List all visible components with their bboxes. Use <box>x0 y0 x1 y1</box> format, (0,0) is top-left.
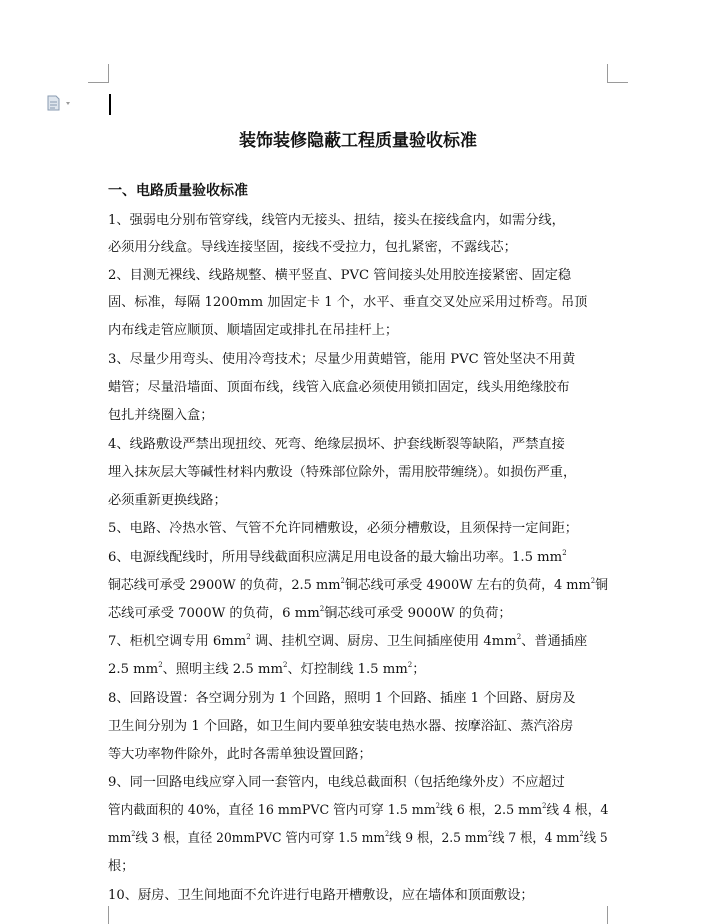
paragraph-line: 3、尽量少用弯头、使用冷弯技术；尽量少用黄蜡管，能用 PVC 管处坚决不用黄 <box>108 352 576 367</box>
crop-mark-top-left <box>88 82 109 83</box>
crop-mark-top-right <box>607 82 628 83</box>
document-title: 装饰装修隐蔽工程质量验收标准 <box>239 131 477 151</box>
paragraph-line: $mm^2$线 3 根，直径 20mmPVC 管内可穿 1.5 $mm^2$线 9 根，2.5 $mm^2$线 7 根，4 $mm^2$线 5 <box>108 830 608 846</box>
paragraph-line: 必须用分线盒。导线连接坚固，接线不受拉力，包扎紧密，不露线芯； <box>108 240 517 255</box>
paragraph-line: 2.5 $mm^2$、照明主线 2.5 $mm^2$、灯控制线 1.5 $mm^2$； <box>108 661 426 677</box>
paragraph-line: 内布线走管应顺顶、顺墙固定或排扎在吊挂杆上； <box>108 323 399 338</box>
crop-mark-bottom-right <box>607 906 608 924</box>
section-heading: 一、电路质量验收标准 <box>108 183 248 199</box>
paragraph-line: 4、线路敷设严禁出现扭绞、死弯、绝缘层损坏、护套线断裂等缺陷，严禁直接 <box>108 437 565 452</box>
paragraph-line: 根； <box>108 859 135 874</box>
paragraph-line: 6、电源线配线时，所用导线截面积应满足用电设备的最大输出功率。1.5 $mm^2$ <box>108 549 567 565</box>
paragraph-line: 蜡管；尽量沿墙面、顶面布线，线管入底盒必须使用锁扣固定，线头用绝缘胶布 <box>108 380 570 395</box>
paragraph-line: 10、厨房、卫生间地面不允许进行电路开槽敷设，应在墙体和顶面敷设； <box>108 888 534 903</box>
paragraph-line: 2、目测无裸线、线路规整、横平竖直、PVC 管间接头处用胶连接紧密、固定稳 <box>108 268 572 283</box>
crop-mark-top-right-vertical <box>607 64 608 83</box>
paragraph-line: 包扎并绕圈入盒； <box>108 408 214 423</box>
paragraph-line: 1、强弱电分别布管穿线，线管内无接头、扭结，接头在接线盒内，如需分线， <box>108 213 565 228</box>
paragraph-line: 芯线可承受 7000W 的负荷，6 $mm^2$铜芯线可承受 9000W 的负荷； <box>108 605 512 621</box>
paragraph-line: 5、电路、冷热水管、气管不允许同槽敷设，必须分槽敷设，且须保持一定间距； <box>108 521 578 536</box>
paragraph-line: 必须重新更换线路； <box>108 493 227 508</box>
paragraph-line: 等大功率物件除外，此时各需单独设置回路； <box>108 747 372 762</box>
paragraph-line: 埋入抹灰层大等碱性材料内敷设（特殊部位除外，需用胶带缠绕）。如损伤严重， <box>108 465 577 480</box>
paragraph-line: 卫生间分别为 1 个回路，如卫生间内要单独安装电热水器、按摩浴缸、蒸汽浴房 <box>108 719 574 734</box>
paragraph-line: 7、柜机空调专用 $6mm^2$ 调、挂机空调、厨房、卫生间插座使用 $4mm^2$、普通插座 <box>108 633 588 649</box>
document-icon[interactable] <box>46 95 76 111</box>
text-cursor <box>109 94 111 115</box>
paragraph-line: 9、同一回路电线应穿入同一套管内，电线总截面积（包括绝缘外皮）不应超过 <box>108 775 565 790</box>
paragraph-line: 8、回路设置：各空调分别为 1 个回路，照明 1 个回路、插座 1 个回路、厨房及 <box>108 691 576 706</box>
paragraph-line: 铜芯线可承受 2900W 的负荷，2.5 $mm^2$铜芯线可承受 4900W 左右的负荷，4 $mm^2$铜 <box>108 577 609 593</box>
crop-mark-top-left-vertical <box>108 64 109 83</box>
paragraph-line: 管内截面积的 40%，直径 16 mmPVC 管内可穿 1.5 $mm^2$线 6 根，2.5 $mm^2$线 4 根，4 <box>108 802 609 818</box>
paragraph-line: 固、标准，每隔 1200mm 加固定卡 1 个，水平、垂直交叉处应采用过桥弯。吊顶 <box>108 295 588 310</box>
